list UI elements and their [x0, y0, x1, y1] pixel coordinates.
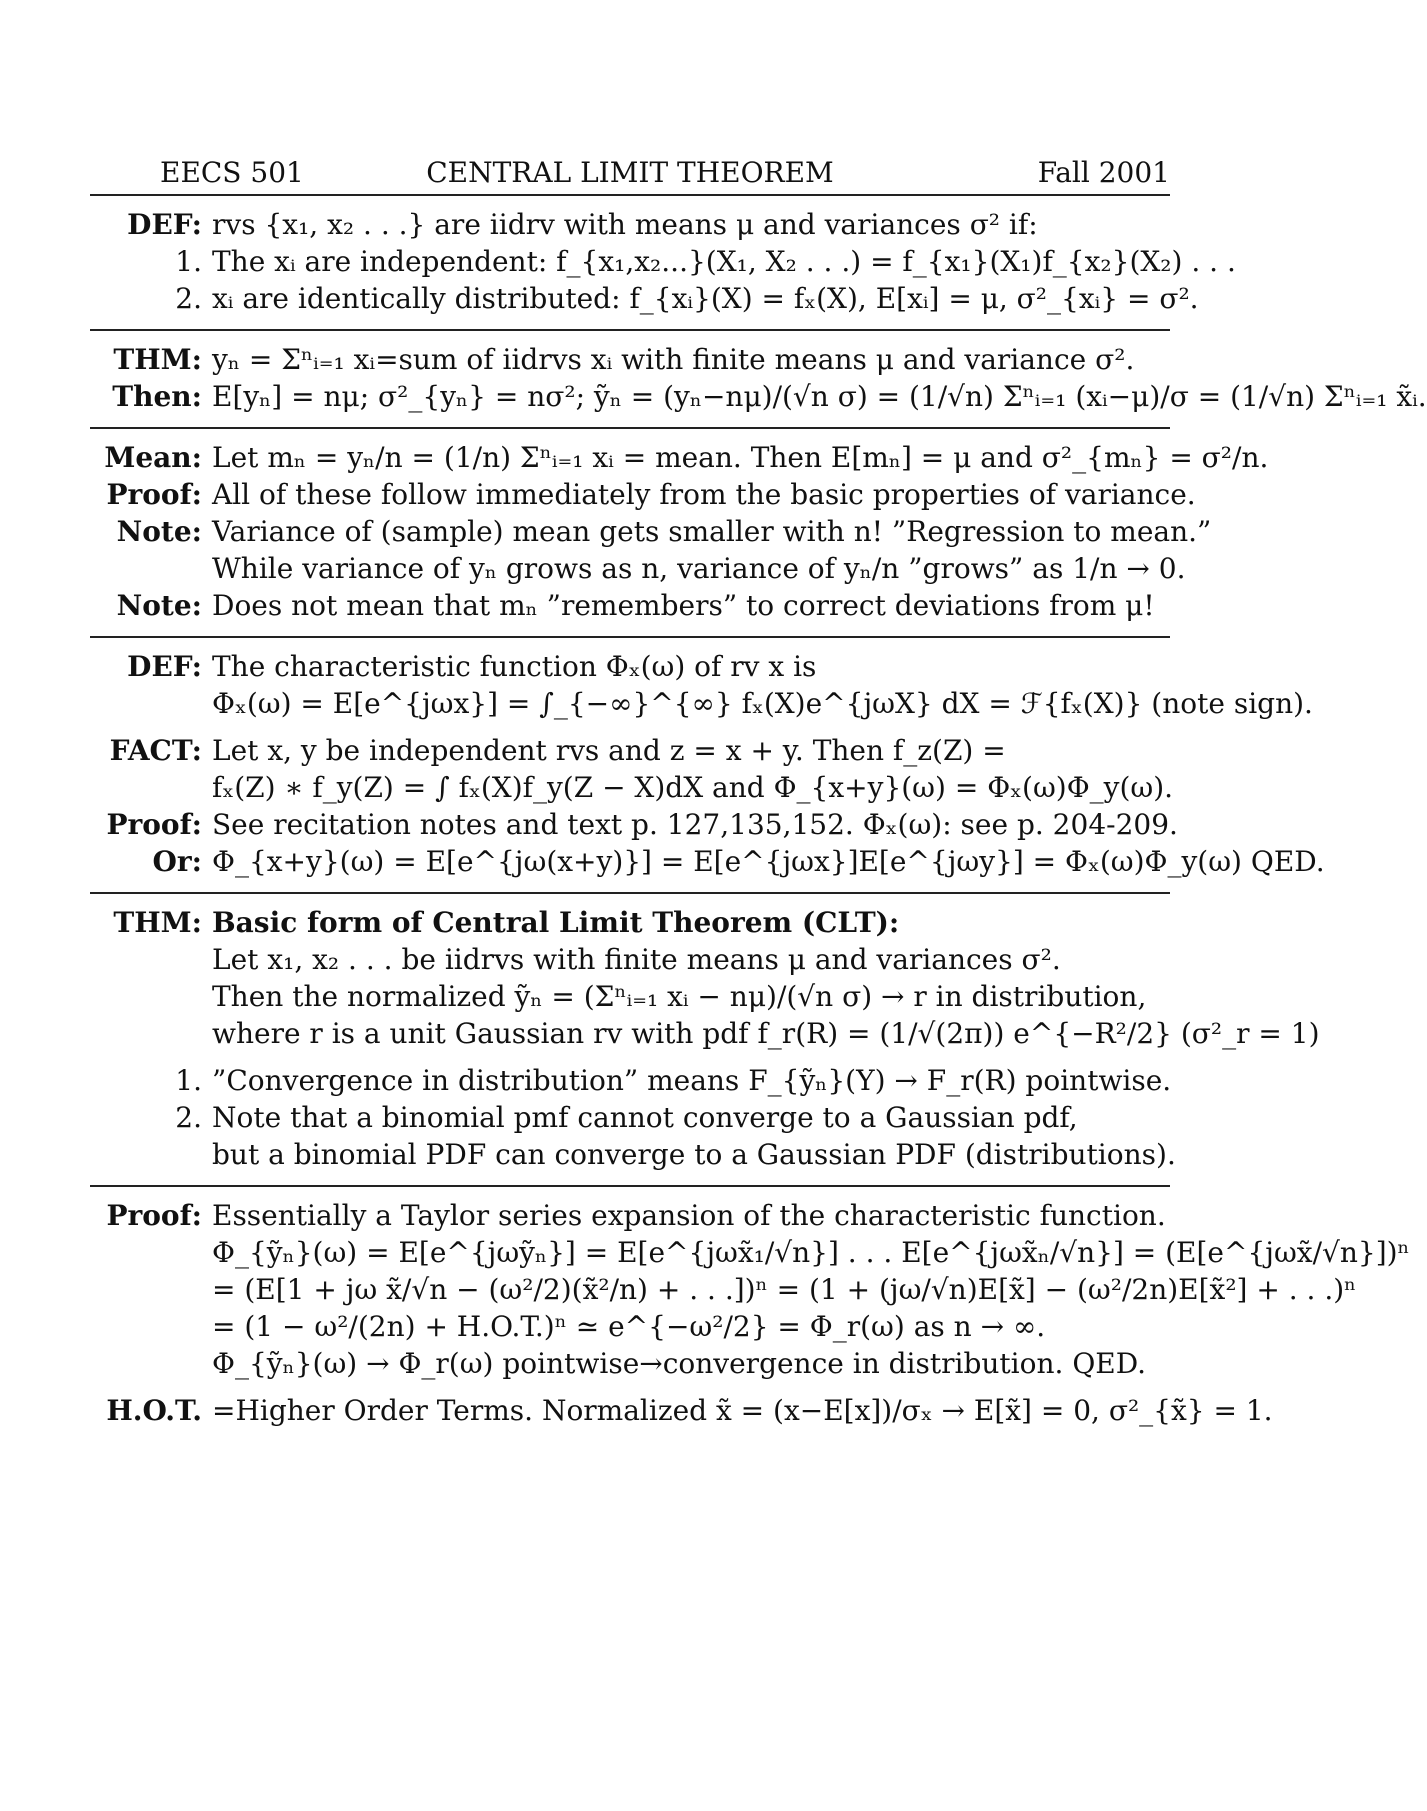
- mean-statement: Let mₙ = yₙ/n = (1/n) Σⁿᵢ₌₁ xᵢ = mean. Then E[mₙ] = μ and σ²_{mₙ} = σ²/n.: [212, 441, 1269, 474]
- proof-statement: See recitation notes and text p. 127,135,152. Φₓ(ω): see p. 204-209.: [212, 808, 1178, 841]
- item-number: 1.: [175, 245, 202, 278]
- item-number: 1.: [175, 1064, 202, 1097]
- proof-label: Proof:: [106, 478, 202, 511]
- proof-statement: All of these follow immediately from the basic properties of variance.: [212, 478, 1196, 511]
- item-number: 2.: [175, 1101, 202, 1134]
- def-statement: The characteristic function Φₓ(ω) of rv x is: [212, 650, 817, 683]
- independence-item: The xᵢ are independent: f_{x₁,x₂...}(X₁, X₂ . . .) = f_{x₁}(X₁)f_{x₂}(X₂) . . .: [212, 245, 1236, 278]
- proof-line: Φ_{ỹₙ}(ω) → Φ_r(ω) pointwise→convergence in distribution. QED.: [212, 1347, 1147, 1380]
- characteristic-function-section: [90, 638, 1325, 894]
- proof-line: Essentially a Taylor series expansion of the characteristic function.: [212, 1199, 1166, 1232]
- proof-line: = (1 − ω²/(2n) + H.O.T.)ⁿ ≃ e^{−ω²/2} = Φ_r(ω) as n → ∞.: [212, 1310, 1046, 1343]
- then-label: Then:: [112, 380, 202, 413]
- def-intro: rvs {x₁, x₂ . . .} are iidrv with means μ and variances σ² if:: [212, 208, 1038, 241]
- thm-statement: yₙ = Σⁿᵢ₌₁ xᵢ=sum of iidrvs xᵢ with finite means μ and variance σ².: [212, 343, 1135, 376]
- thm-label: THM:: [113, 343, 202, 376]
- thm-label: THM:: [113, 906, 202, 939]
- identical-distribution-item: xᵢ are identically distributed: f_{xᵢ}(X) = fₓ(X), E[xᵢ] = μ, σ²_{xᵢ} = σ².: [212, 282, 1199, 315]
- item-number: 2.: [175, 282, 202, 315]
- def-label: DEF:: [127, 650, 202, 683]
- note-continuation: While variance of yₙ grows as n, variance of yₙ/n ”grows” as 1/n → 0.: [212, 552, 1186, 585]
- document-page: [90, 150, 1427, 1441]
- clt-line: Then the normalized ỹₙ = (Σⁿᵢ₌₁ xᵢ − nμ)/(√n σ) → r in distribution,: [212, 980, 1147, 1013]
- def-iid-section: [90, 196, 1236, 331]
- fact-statement: Let x, y be independent rvs and z = x + y. Then f_z(Z) =: [212, 734, 1006, 767]
- term: Fall 2001: [1037, 156, 1170, 189]
- or-label: Or:: [152, 845, 202, 878]
- note-statement: Does not mean that mₙ ”remembers” to correct deviations from μ!: [212, 589, 1155, 622]
- hot-definition: =Higher Order Terms. Normalized x̃ = (x−E[x])/σₓ → E[x̃] = 0, σ²_{x̃} = 1.: [212, 1394, 1273, 1427]
- clt-line: where r is a unit Gaussian rv with pdf f_r(R) = (1/√(2π)) e^{−R²/2} (σ²_r = 1): [212, 1017, 1320, 1050]
- mean-section: [90, 429, 1269, 638]
- proof-label: Proof:: [106, 1199, 202, 1232]
- note-statement: Variance of (sample) mean gets smaller with n! ”Regression to mean.”: [212, 515, 1212, 548]
- def-label: DEF:: [127, 208, 202, 241]
- proof-line: = (E[1 + jω x̃/√n − (ω²/2)(x̃²/n) + . . .])ⁿ = (1 + (jω/√n)E[x̃] − (ω²/2n)E[x̃²] + . . .)ⁿ: [212, 1273, 1357, 1306]
- clt-note: ”Convergence in distribution” means F_{ỹₙ}(Y) → F_r(R) pointwise.: [212, 1064, 1172, 1097]
- page-title: CENTRAL LIMIT THEOREM: [426, 156, 834, 189]
- proof-section: [90, 1187, 1410, 1441]
- char-fn-formula: Φₓ(ω) = E[e^{jωx}] = ∫_{−∞}^{∞} fₓ(X)e^{jωX} dX = ℱ{fₓ(X)} (note sign).: [212, 687, 1313, 720]
- clt-line: Let x₁, x₂ . . . be iidrvs with finite means μ and variances σ².: [212, 943, 1061, 976]
- thm-sum-section: [90, 331, 1427, 429]
- or-statement: Φ_{x+y}(ω) = E[e^{jω(x+y)}] = E[e^{jωx}]E[e^{jωy}] = Φₓ(ω)Φ_y(ω) QED.: [212, 845, 1325, 878]
- proof-label: Proof:: [106, 808, 202, 841]
- course-code: EECS 501: [160, 156, 304, 189]
- clt-note: but a binomial PDF can converge to a Gaussian PDF (distributions).: [212, 1138, 1176, 1171]
- fact-label: FACT:: [109, 734, 202, 767]
- mean-label: Mean:: [104, 441, 202, 474]
- clt-heading: Basic form of Central Limit Theorem (CLT):: [212, 906, 900, 939]
- hot-label: H.O.T.: [106, 1394, 202, 1427]
- convolution-formula: fₓ(Z) ∗ f_y(Z) = ∫ fₓ(X)f_y(Z − X)dX and Φ_{x+y}(ω) = Φₓ(ω)Φ_y(ω).: [212, 771, 1174, 804]
- clt-note: Note that a binomial pmf cannot converge to a Gaussian pdf,: [212, 1101, 1078, 1134]
- page-header: [90, 150, 1170, 196]
- note-label: Note:: [116, 515, 202, 548]
- proof-line: Φ_{ỹₙ}(ω) = E[e^{jωỹₙ}] = E[e^{jωx̃₁/√n}] . . . E[e^{jωx̃ₙ/√n}] = (E[e^{jωx̃/√n}])ⁿ: [212, 1236, 1410, 1269]
- clt-section: [90, 894, 1320, 1187]
- then-statement: E[yₙ] = nμ; σ²_{yₙ} = nσ²; ỹₙ = (yₙ−nμ)/(√n σ) = (1/√n) Σⁿᵢ₌₁ (xᵢ−μ)/σ = (1/√n) Σⁿᵢ₌₁ x̃ᵢ.: [212, 380, 1427, 413]
- note-label: Note:: [116, 589, 202, 622]
